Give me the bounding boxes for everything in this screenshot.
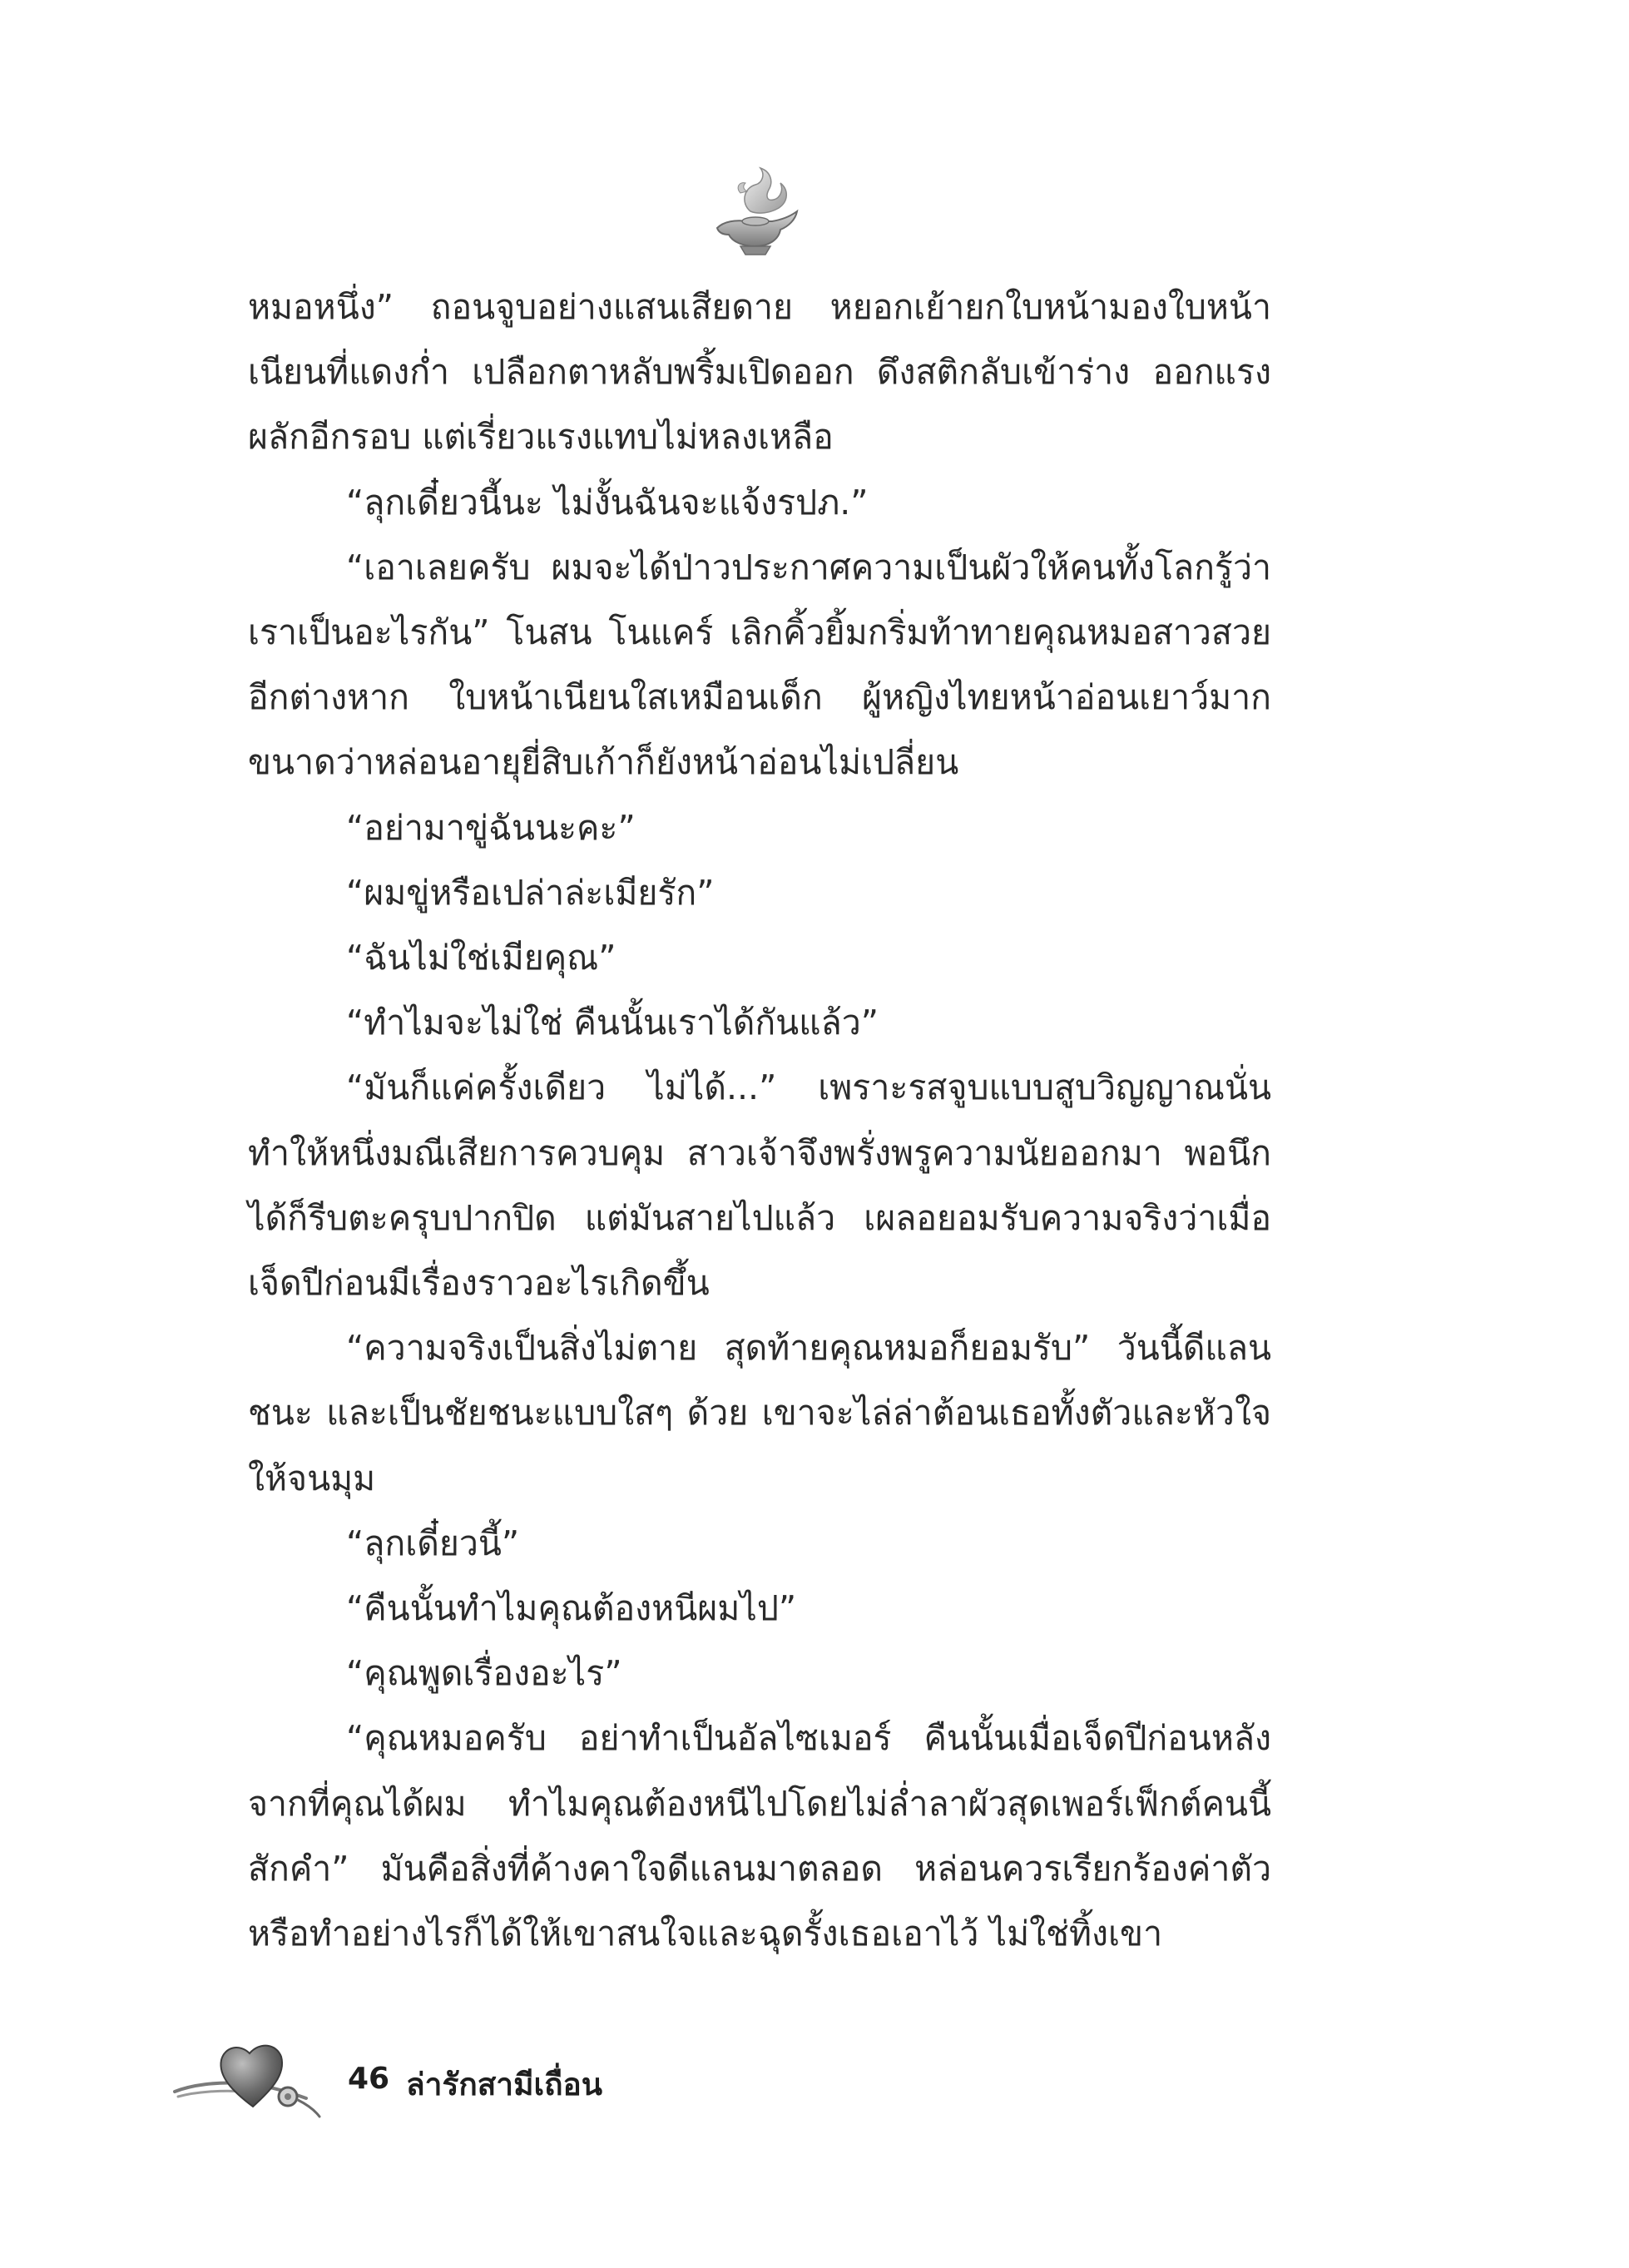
- page-number: 46: [348, 2062, 390, 2096]
- paragraph: “คุณพูดเรื่องอะไร”: [346, 1653, 622, 1694]
- lamp-ornament-icon: [707, 163, 807, 263]
- body-text: [248, 275, 1271, 1966]
- paragraph: “ฉันไม่ใช่เมียคุณ”: [346, 938, 616, 978]
- paragraph: “คืนนั้นทำไมคุณต้องหนีผมไป”: [346, 1588, 797, 1629]
- paragraph: “ผมขู่หรือเปล่าล่ะเมียรัก”: [346, 872, 715, 913]
- paragraph: “อย่ามาขู่ฉันนะคะ”: [346, 807, 636, 848]
- heart-stethoscope-icon: [166, 2030, 333, 2122]
- paragraph: “ความจริงเป็นสิ่งไม่ตาย สุดท้ายคุณหมอก็ยอมรับ” วันนี้ดีแลนชนะ และเป็นชัยชนะแบบใสๆ ด้วย เขาจะไล่ล่าต้อนเธอทั้งตัวและหัวใจให้จนมุม: [248, 1328, 1271, 1498]
- paragraph: “ทำไมจะไม่ใช่ คืนนั้นเราได้กันแล้ว”: [346, 1003, 879, 1043]
- book-title: ล่ารักสามีเถื่อน: [406, 2067, 603, 2102]
- paragraph: “คุณหมอครับ อย่าทำเป็นอัลไซเมอร์ คืนนั้นเมื่อเจ็ดปีก่อนหลังจากที่คุณได้ผม ทำไมคุณต้องหนีไปโดยไม่ล่ำลาผัวสุดเพอร์เฟ็กต์คนนี้สักคำ” มันคือสิ่งที่ค้างคาใจดีแลนมาตลอด หล่อนควรเรียกร้องค่าตัว หรือทำอย่างไรก็ได้ให้เขาสนใจและฉุดรั้งเธอเอาไว้ ไม่ใช่ทิ้งเขา: [248, 1718, 1271, 1954]
- paragraph: “เอาเลยครับ ผมจะได้ป่าวประกาศความเป็นผัวให้คนทั้งโลกรู้ว่าเราเป็นอะไรกัน” โนสน โนแคร์ เลิกคิ้วยิ้มกริ่มท้าทายคุณหมอสาวสวยอีกต่างหาก ใบหน้าเนียนใสเหมือนเด็ก ผู้หญิงไทยหน้าอ่อนเยาว์มากขนาดว่าหล่อนอายุยี่สิบเก้าก็ยังหน้าอ่อนไม่เปลี่ยน: [248, 547, 1271, 783]
- paragraph: หมอหนึ่ง” ถอนจูบอย่างแสนเสียดาย หยอกเย้ายกใบหน้ามองใบหน้าเนียนที่แดงก่ำ เปลือกตาหลับพริ้มเปิดออก ดึงสติกลับเข้าร่าง ออกแรงผลักอีกรอบ แต่เรี่ยวแรงแทบไม่หลงเหลือ: [248, 287, 1271, 458]
- paragraph: “ลุกเดี๋ยวนี้”: [346, 1523, 520, 1563]
- page-footer: [166, 2030, 832, 2122]
- paragraph: “ลุกเดี๋ยวนี้นะ ไม่งั้นฉันจะแจ้งรปภ.”: [346, 482, 869, 522]
- paragraph: “มันก็แค่ครั้งเดียว ไม่ได้...” เพราะรสจูบแบบสูบวิญญาณนั่นทำให้หนึ่งมณีเสียการควบคุม สาวเจ้าจึงพรั่งพรูความนัยออกมา พอนึกได้ก็รีบตะครุบปากปิด แต่มันสายไปแล้ว เผลอยอมรับความจริงว่าเมื่อเจ็ดปีก่อนมีเรื่องราวอะไรเกิดขึ้น: [248, 1067, 1271, 1304]
